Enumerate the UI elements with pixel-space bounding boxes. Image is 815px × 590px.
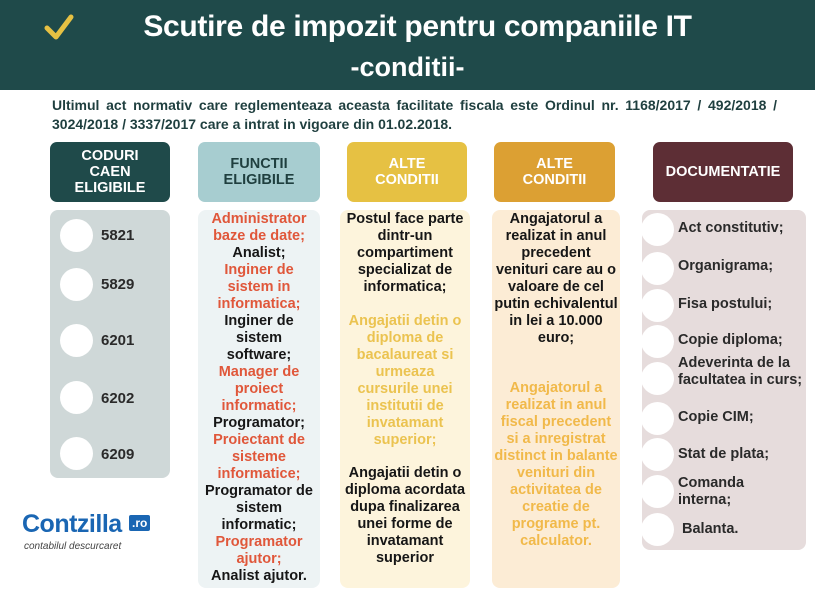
- caen-code: 6201: [101, 332, 135, 349]
- conditie-text: Angajatii detin o diploma de bacalaureat si urmeaza cursurile unei institutii de invatamant superior;: [348, 313, 462, 448]
- column-header-functii: FUNCTII ELIGIBILE: [198, 142, 320, 202]
- doc-item: Fisa postului;: [678, 296, 773, 312]
- caen-code: 6202: [101, 390, 135, 407]
- column-header-alte-conditii-2: ALTE CONDITII: [494, 142, 615, 202]
- list-item: Programator ajutor;: [215, 534, 303, 567]
- conditie-text: Angajatorul a realizat in anul precedent venituri care au o valoare de cel putin echivalentul in lei a 10.000 euro;: [494, 211, 618, 346]
- header-banner: [0, 0, 815, 90]
- list-item: Administrator baze de date;: [211, 211, 307, 244]
- column-header-documentatie: DOCUMENTATIE: [653, 142, 793, 202]
- bullet-circle-icon: [641, 289, 674, 322]
- bullet-circle-icon: [60, 381, 93, 414]
- doc-item: Stat de plata;: [678, 446, 770, 462]
- bullet-circle-icon: [641, 362, 674, 395]
- intro-text: Ultimul act normativ care reglementeaza aceasta facilitate fiscala este Ordinul nr. 1168/2017 / 492/2018 / 3024/2018 / 3337/2017 care a intrat in vigoare din 01.02.2018.: [52, 97, 777, 132]
- doc-item: Organigrama;: [678, 258, 774, 274]
- doc-item: Adeverinta de la facultatea in curs;: [678, 355, 803, 388]
- conditie-text: Angajatii detin o diploma acordata dupa finalizarea unei forme de invatamant superior: [344, 465, 466, 566]
- functii-list: [198, 211, 320, 585]
- logo-tld: .ro: [129, 515, 150, 531]
- doc-item: Comanda interna;: [678, 475, 745, 508]
- bullet-circle-icon: [60, 268, 93, 301]
- bullet-circle-icon: [641, 402, 674, 435]
- list-item: Inginer de sistem software;: [224, 313, 294, 363]
- bullet-circle-icon: [60, 324, 93, 357]
- caen-code: 5829: [101, 276, 135, 293]
- bullet-circle-icon: [641, 252, 674, 285]
- page-title: Scutire de impozit pentru companiile IT: [143, 10, 692, 43]
- list-item: Proiectant de sisteme informatice;: [213, 432, 305, 482]
- contzilla-logo: [22, 510, 162, 558]
- caen-code: 6209: [101, 446, 135, 463]
- list-item: Analist ajutor.: [211, 568, 307, 584]
- list-item: Analist;: [232, 245, 286, 261]
- logo-tagline: contabilul descurcaret: [24, 541, 122, 552]
- conditie-text: Angajatorul a realizat in anul fiscal precedent si a inregistrat distinct in balante venituri din activitatea de creatie de programe pt. calculator.: [494, 380, 618, 549]
- page-subtitle: -conditii-: [350, 52, 465, 82]
- conditie-text: Postul face parte dintr-un compartiment specializat de informatica;: [346, 211, 464, 295]
- doc-item: Balanta.: [682, 521, 739, 537]
- list-item: Inginer de sistem in informatica;: [217, 262, 301, 312]
- bullet-circle-icon: [641, 475, 674, 508]
- doc-item: Copie CIM;: [678, 409, 754, 425]
- list-item: Manager de proiect informatic;: [218, 364, 300, 414]
- bullet-circle-icon: [641, 513, 674, 546]
- bullet-circle-icon: [60, 219, 93, 252]
- doc-item: Copie diploma;: [678, 332, 783, 348]
- caen-code: 5821: [101, 227, 135, 244]
- bullet-circle-icon: [60, 437, 93, 470]
- column-header-alte-conditii-1: ALTE CONDITII: [347, 142, 467, 202]
- column-header-caen: CODURI CAEN ELIGIBILE: [50, 142, 170, 202]
- list-item: Programator;: [213, 415, 305, 431]
- doc-item: Act constitutiv;: [678, 220, 784, 236]
- bullet-circle-icon: [641, 325, 674, 358]
- bullet-circle-icon: [641, 213, 674, 246]
- bullet-circle-icon: [641, 438, 674, 471]
- logo-name: Contzilla: [22, 510, 122, 538]
- list-item: Programator de sistem informatic;: [205, 483, 313, 533]
